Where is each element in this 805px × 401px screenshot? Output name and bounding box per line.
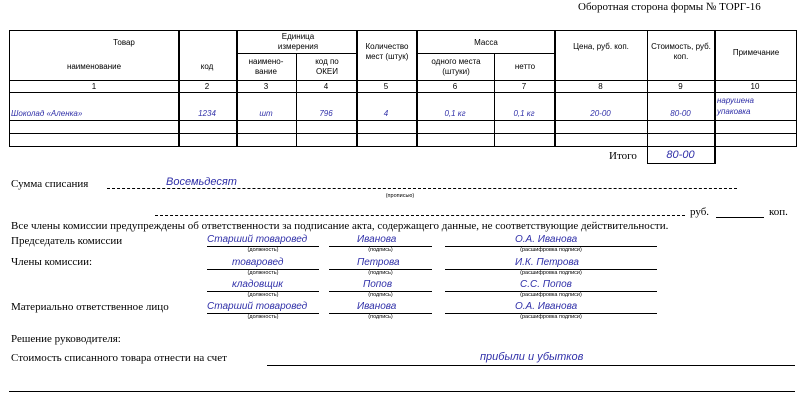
col-number: 9 [678, 82, 683, 91]
member-1-decoding: И.К. Петрова [515, 257, 579, 268]
member-2-decoding: С.С. Попов [520, 279, 572, 290]
header-cost: Стоимость, руб. коп. [651, 42, 711, 61]
member-2-position: кладовщик [232, 279, 284, 290]
header-price: Цена, руб. коп. [573, 42, 629, 51]
sum-caption: (прописью) [385, 193, 415, 199]
caption-position: (должность) [247, 270, 279, 276]
header-unit-okei: код по ОКЕИ [315, 57, 339, 76]
caption-decoding: (расшифровка подписи) [520, 247, 582, 253]
row-unit-name: шт [259, 109, 273, 118]
row-mass-net: 0,1 кг [513, 109, 535, 118]
responsible-signature: Иванова [357, 301, 397, 312]
header-quantity: Количество мест (штук) [365, 42, 409, 61]
row-quantity: 4 [383, 109, 389, 118]
member-1-signature: Петрова [357, 257, 400, 268]
col-number: 7 [521, 82, 527, 91]
responsible-position: Старший товаровед [207, 301, 308, 312]
member-1-position: товаровед [232, 257, 284, 268]
account-value: прибыли и убытков [480, 351, 584, 363]
row-mass-one: 0,1 кг [444, 109, 466, 118]
chairman-label: Председатель комиссии [11, 235, 123, 247]
total-value: 80-00 [666, 149, 695, 161]
caption-position: (должность) [247, 314, 279, 320]
caption-decoding: (расшифровка подписи) [520, 292, 582, 298]
form-title: Оборотная сторона формы № ТОРГ-16 [578, 1, 761, 13]
row-code: 1234 [198, 109, 216, 118]
chairman-signature: Иванова [357, 234, 397, 245]
responsible-decoding: О.А. Иванова [515, 301, 578, 312]
row-note-line1: нарушена [717, 96, 754, 105]
header-note: Примечание [732, 48, 780, 57]
col-number: 3 [263, 82, 269, 91]
col-number: 10 [750, 82, 760, 91]
row-okei: 796 [319, 109, 333, 118]
caption-position: (должность) [247, 292, 279, 298]
col-number: 4 [323, 82, 329, 91]
caption-signature: (подпись) [368, 292, 393, 298]
header-mass: Масса [474, 38, 498, 47]
responsible-label: Материально ответственное лицо [11, 301, 169, 313]
row-note-line2: упаковка [717, 107, 751, 116]
header-unit-name: наимено-вание [248, 57, 284, 76]
col-number: 2 [204, 82, 210, 91]
caption-position: (должность) [247, 247, 279, 253]
caption-signature: (подпись) [368, 247, 393, 253]
row-cost: 80-00 [670, 109, 691, 118]
chairman-decoding: О.А. Иванова [515, 234, 578, 245]
decision-label: Решение руководителя: [11, 333, 121, 345]
col-number: 1 [91, 82, 97, 91]
total-label: Итого [609, 150, 637, 162]
header-goods-code: код [200, 62, 214, 71]
col-number: 5 [383, 82, 389, 91]
sum-label: Сумма списания [11, 178, 89, 190]
col-number: 6 [452, 82, 458, 91]
row-price: 20-00 [590, 109, 611, 118]
member-2-signature: Попов [363, 279, 393, 290]
header-mass-one: одного места (штуки) [431, 57, 481, 76]
caption-signature: (подпись) [368, 314, 393, 320]
warning-text: Все члены комиссии предупреждены об ответственности за подписание акта, содержащего данные, не соответствующие действительности. [11, 220, 669, 232]
sum-kop: коп. [769, 206, 788, 218]
sum-value: Восемьдесят [166, 176, 240, 188]
chairman-position: Старший товаровед [207, 234, 308, 245]
row-name: Шоколад «Аленка» [11, 109, 83, 118]
header-goods: Товар [113, 38, 135, 47]
header-mass-net: нетто [514, 62, 536, 71]
caption-signature: (подпись) [368, 270, 393, 276]
members-label: Члены комиссии: [11, 256, 93, 268]
header-unit: Единица измерения [277, 32, 319, 51]
caption-decoding: (расшифровка подписи) [520, 270, 582, 276]
account-label: Стоимость списанного товара отнести на счет [11, 352, 227, 364]
caption-decoding: (расшифровка подписи) [520, 314, 582, 320]
header-goods-name: наименование [66, 62, 122, 71]
col-number: 8 [598, 82, 603, 91]
sum-rub: руб. [690, 206, 710, 218]
